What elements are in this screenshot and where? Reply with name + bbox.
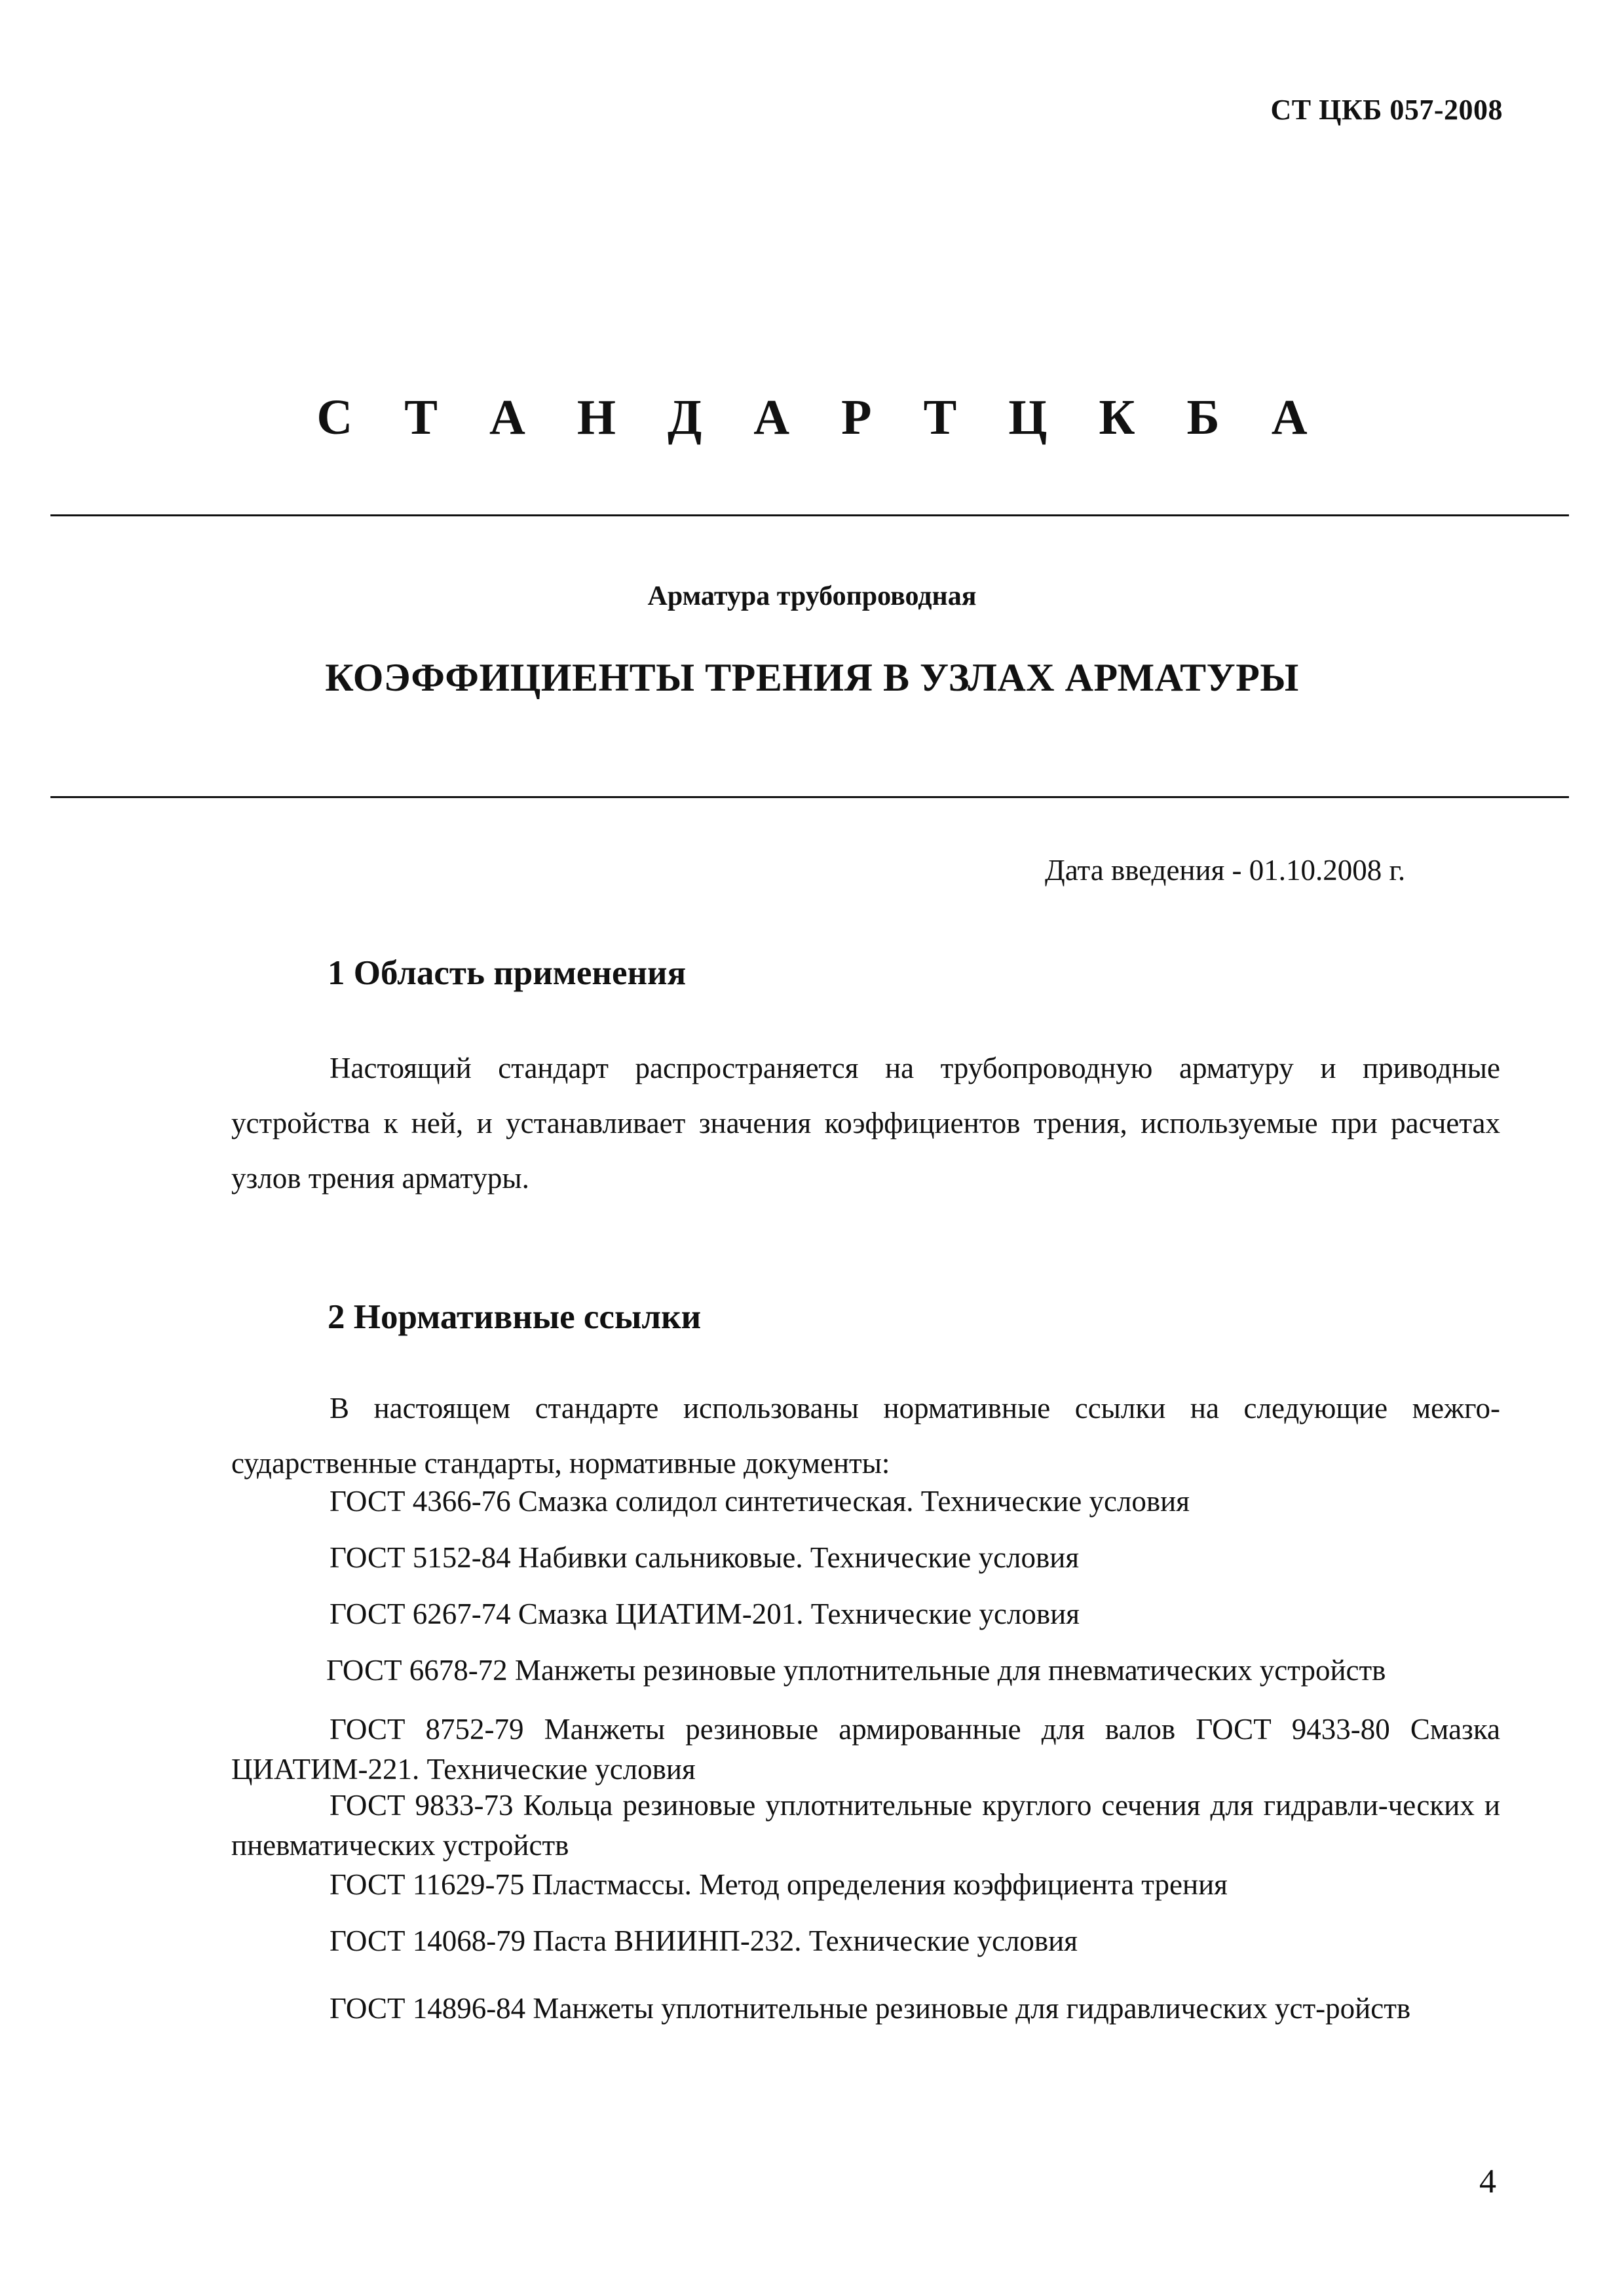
normative-reference-item: ГОСТ 11629-75 Пластмассы. Метод определения коэффициента трения (330, 1868, 1228, 1901)
normative-reference-item: ГОСТ 8752-79 Манжеты резиновые армированные для валов ГОСТ 9433-80 Смазка ЦИАТИМ-221. Технические условия (231, 1713, 1500, 1786)
normative-reference-item: ГОСТ 9833-73 Кольца резиновые уплотнительные круглого сечения для гидравли-ческих и пневматических устройств (231, 1789, 1500, 1862)
top-divider (50, 514, 1569, 516)
page-number: 4 (1479, 2163, 1496, 2200)
introduction-date: Дата введения - 01.10.2008 г. (1045, 854, 1406, 887)
document-code: СТ ЦКБ 057-2008 (1270, 94, 1503, 126)
normative-reference-item: ГОСТ 6267-74 Смазка ЦИАТИМ-201. Технические условия (330, 1598, 1080, 1630)
section-2-heading: 2 Нормативные ссылки (328, 1298, 702, 1336)
normative-reference-item: ГОСТ 14068-79 Паста ВНИИНП-232. Технические условия (330, 1924, 1078, 1957)
standard-title: С Т А Н Д А Р Т Ц К Б А (316, 390, 1327, 445)
normative-reference-item: ГОСТ 4366-76 Смазка солидол синтетическая. Технические условия (330, 1485, 1190, 1518)
normative-reference-item: ГОСТ 6678-72 Манжеты резиновые уплотнительные для пневматических устройств (326, 1654, 1386, 1687)
bottom-divider (50, 796, 1569, 798)
normative-reference-item: ГОСТ 14896-84 Манжеты уплотнительные резиновые для гидравлических уст-ройств (330, 1992, 1411, 2025)
section-1-paragraph: Настоящий стандарт распространяется на трубопроводную арматуру и приводные устройства к ней, и устанавливает значения коэффициентов трения, используемые при расчетах узлов трения арматуры. (231, 1052, 1500, 1195)
section-1-heading: 1 Область применения (328, 954, 687, 992)
document-main-title: КОЭФФИЦИЕНТЫ ТРЕНИЯ В УЗЛАХ АРМАТУРЫ (325, 656, 1299, 699)
document-subtitle: Арматура трубопроводная (647, 581, 977, 611)
section-2-paragraph: В настоящем стандарте использованы нормативные ссылки на следующие межго-сударственные стандарты, нормативные документы: (231, 1392, 1500, 1480)
normative-reference-item: ГОСТ 5152-84 Набивки сальниковые. Технические условия (330, 1541, 1080, 1574)
